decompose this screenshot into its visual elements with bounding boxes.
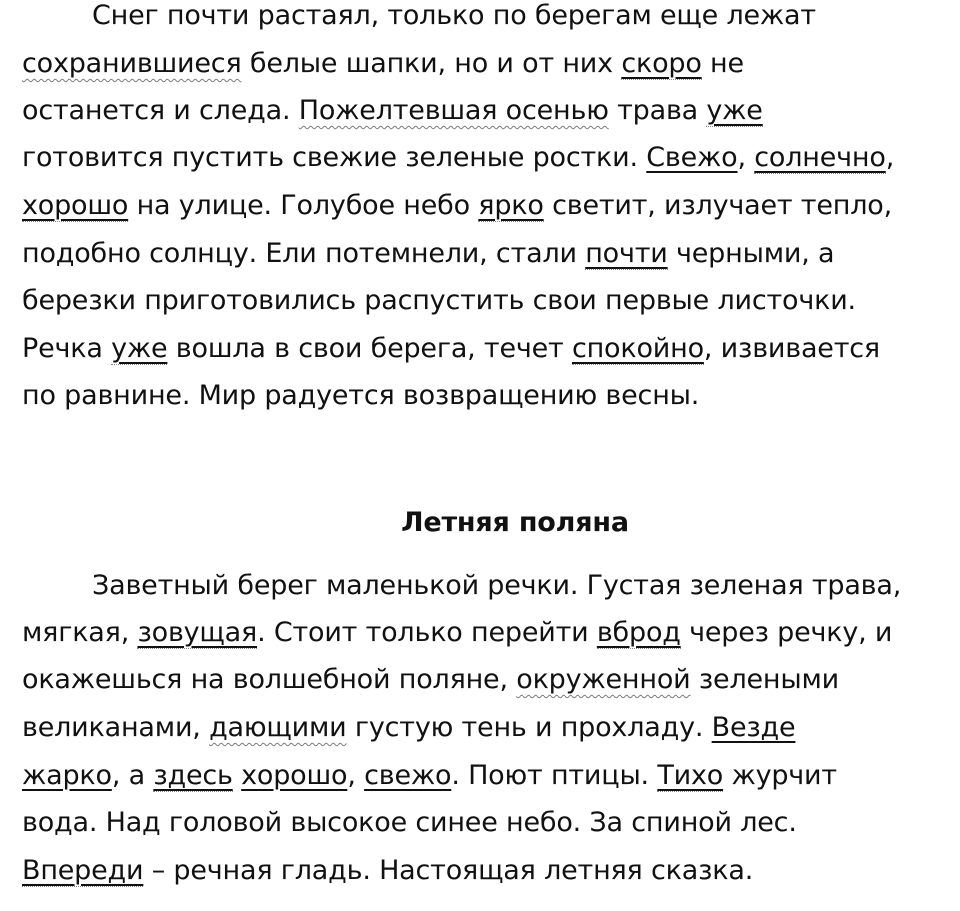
word-pozheltevshaya-osenyu: Пожелтевшая осенью — [298, 95, 609, 126]
p2-line-1: Заветный берег маленькой речки. Густая зеленая трава, — [92, 570, 902, 601]
text-run: , — [885, 142, 895, 173]
text-run: Речка — [22, 333, 112, 364]
text-run: светит, излучает тепло, — [543, 190, 892, 221]
word-svezho-2: свежо — [364, 760, 452, 791]
word-khorosho: хорошо — [22, 190, 129, 221]
text-run: останется и следа. — [22, 95, 299, 126]
word-zdes: здесь — [153, 760, 233, 791]
p1-line-1: Снег почти растаял, только по берегам еще лежат — [92, 0, 816, 31]
word-skoro: скоро — [621, 48, 702, 79]
text-run: окажешься на волшебной поляне, — [22, 664, 517, 695]
p1-line-4 — [22, 138, 894, 178]
text-run: на улице. Голубое небо — [128, 190, 479, 221]
word-uzhe: уже — [706, 95, 763, 126]
text-run: трава — [608, 95, 707, 126]
text-run: , извивается — [703, 333, 880, 364]
word-okruzhennoy: окруженной — [516, 664, 691, 695]
text-run: через речку, и — [680, 617, 893, 648]
p1-line-6 — [22, 234, 834, 274]
text-run: подобно солнцу. Ели потемнели, стали — [22, 238, 586, 269]
word-khorosho-2: хорошо — [241, 760, 348, 791]
word-sokhranivshiesya: сохранившиеся — [22, 48, 242, 79]
word-vperedi: Впереди — [22, 855, 144, 886]
p2-line-5 — [22, 756, 837, 796]
word-zharko: жарко — [22, 760, 112, 791]
p2-line-2 — [22, 613, 892, 653]
p1-line-2 — [22, 44, 744, 84]
p1-line-9: по равнине. Мир радуется возвращению весны. — [22, 380, 700, 411]
word-svezho: Свежо — [646, 142, 738, 173]
text-run: – речная гладь. Настоящая летняя сказка. — [143, 855, 754, 886]
text-run: , — [737, 142, 755, 173]
p1-line-8 — [22, 329, 880, 369]
text-run: готовится пустить свежие зеленые ростки. — [22, 142, 647, 173]
word-vbrod: вброд — [596, 617, 681, 648]
word-spokoyno: спокойно — [571, 333, 704, 364]
word-pochti: почти — [585, 238, 668, 269]
text-run: черными, а — [667, 238, 835, 269]
p1-line-5 — [22, 186, 892, 226]
text-run: . Стоит только перейти — [257, 617, 597, 648]
word-uzhe-2: уже — [111, 333, 168, 364]
text-run: . Поют птицы. — [451, 760, 658, 791]
section-title: Летняя поляна — [401, 507, 629, 538]
text-run: густую тень и прохладу. — [346, 712, 712, 743]
text-run: , а — [111, 760, 154, 791]
text-run: не — [701, 48, 744, 79]
p1-line-3 — [22, 91, 763, 131]
word-yarko: ярко — [478, 190, 544, 221]
p2-line-3 — [22, 660, 839, 700]
text-run — [233, 760, 241, 791]
p1-line-7: березки приготовились распустить свои первые листочки. — [22, 285, 856, 316]
text-run: великанами, — [22, 712, 210, 743]
text-run: мягкая, — [22, 617, 138, 648]
p2-line-4 — [22, 708, 795, 748]
p2-line-7 — [22, 851, 753, 891]
text-run: вошла в свои берега, течет — [167, 333, 572, 364]
p2-line-6: вода. Над головой высокое синее небо. За спиной лес. — [22, 807, 797, 838]
text-run: белые шапки, но и от них — [241, 48, 622, 79]
text-run: журчит — [723, 760, 837, 791]
text-run: , — [347, 760, 365, 791]
word-solnechno: солнечно — [754, 142, 886, 173]
word-dayushchimi: дающими — [209, 712, 347, 743]
word-zovushchaya: зовущая — [137, 617, 258, 648]
word-vezde: Везде — [711, 712, 796, 743]
word-tikho: Тихо — [657, 760, 724, 791]
text-run: зелеными — [690, 664, 840, 695]
